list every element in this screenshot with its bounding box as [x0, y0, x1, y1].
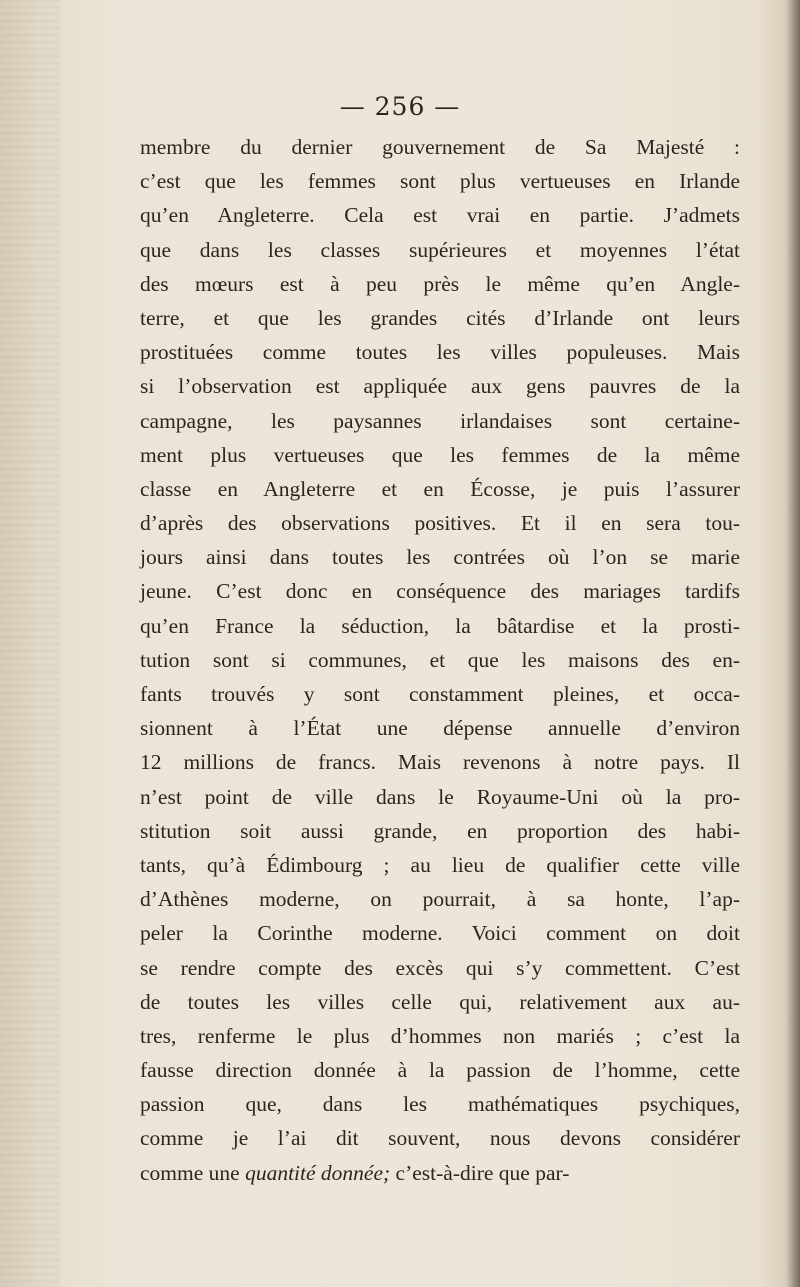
text-line: fants trouvés y sont constamment pleines, et occa- — [140, 682, 740, 706]
page-number-header: — 256 — — [339, 92, 461, 121]
text-line: campagne, les paysannes irlandaises sont certaine- — [140, 408, 740, 433]
text-line: tution sont si communes, et que les maisons des en- — [140, 647, 740, 672]
text-line: d’après des observations positives. Et il en sera tou- — [140, 511, 740, 536]
text-line: n’est point de ville dans le Royaume-Uni où la pro- — [140, 784, 740, 809]
text-line: que dans les classes supérieures et moyennes l’état — [140, 237, 740, 262]
text-line: jours ainsi dans toutes les contrées où l’on se marie — [140, 545, 740, 570]
text-line: prostituées comme toutes les villes populeuses. Mais — [140, 340, 740, 365]
text-line: membre du dernier gouvernement de Sa Majesté : — [140, 135, 740, 159]
text-line: de toutes les villes celle qui, relativement aux au- — [140, 989, 740, 1014]
text-line: comme je l’ai dit souvent, nous devons considérer — [140, 1126, 740, 1151]
text-line: sionnent à l’État une dépense annuelle d’environ — [140, 716, 740, 741]
text-line: qu’en France la séduction, la bâtardise et la prosti- — [140, 613, 740, 638]
last-line-start: comme une — [140, 1160, 246, 1185]
text-line: terre, et que les grandes cités d’Irlande ont leurs — [140, 305, 740, 330]
text-line: fausse direction donnée à la passion de l’homme, cette — [140, 1058, 740, 1083]
paper-left-edge — [0, 0, 60, 1287]
text-line: classe en Angleterre et en Écosse, je puis l’assurer — [140, 476, 740, 501]
text-line: tres, renferme le plus d’hommes non mariés ; c’est la — [140, 1023, 740, 1048]
text-line: peler la Corinthe moderne. Voici comment on doit — [140, 921, 740, 946]
text-line: d’Athènes moderne, on pourrait, à sa honte, l’ap- — [140, 887, 740, 912]
text-line-last — [140, 1156, 740, 1190]
text-line: 12 millions de francs. Mais revenons à notre pays. Il — [140, 750, 740, 775]
text-line: stitution soit aussi grande, en proportion des habi- — [140, 818, 740, 843]
text-line: si l’observation est appliquée aux gens pauvres de la — [140, 374, 740, 399]
text-line: c’est que les femmes sont plus vertueuses en Irlande — [140, 169, 740, 194]
text-line: jeune. C’est donc en conséquence des mariages tardifs — [140, 579, 740, 604]
text-line: se rendre compte des excès qui s’y commettent. C’est — [140, 955, 740, 980]
text-line: des mœurs est à peu près le même qu’en Angle- — [140, 271, 740, 296]
book-binding-shadow — [786, 0, 800, 1287]
last-line-end: c’est-à-dire que par- — [390, 1160, 570, 1185]
italic-phrase: quantité donnée; — [245, 1160, 391, 1185]
text-line: tants, qu’à Édimbourg ; au lieu de qualifier cette ville — [140, 852, 740, 877]
text-line: qu’en Angleterre. Cela est vrai en partie. J’admets — [140, 203, 740, 228]
text-line: passion que, dans les mathématiques psychiques, — [140, 1092, 740, 1117]
text-line: ment plus vertueuses que les femmes de la même — [140, 442, 740, 467]
body-text — [140, 130, 740, 1190]
